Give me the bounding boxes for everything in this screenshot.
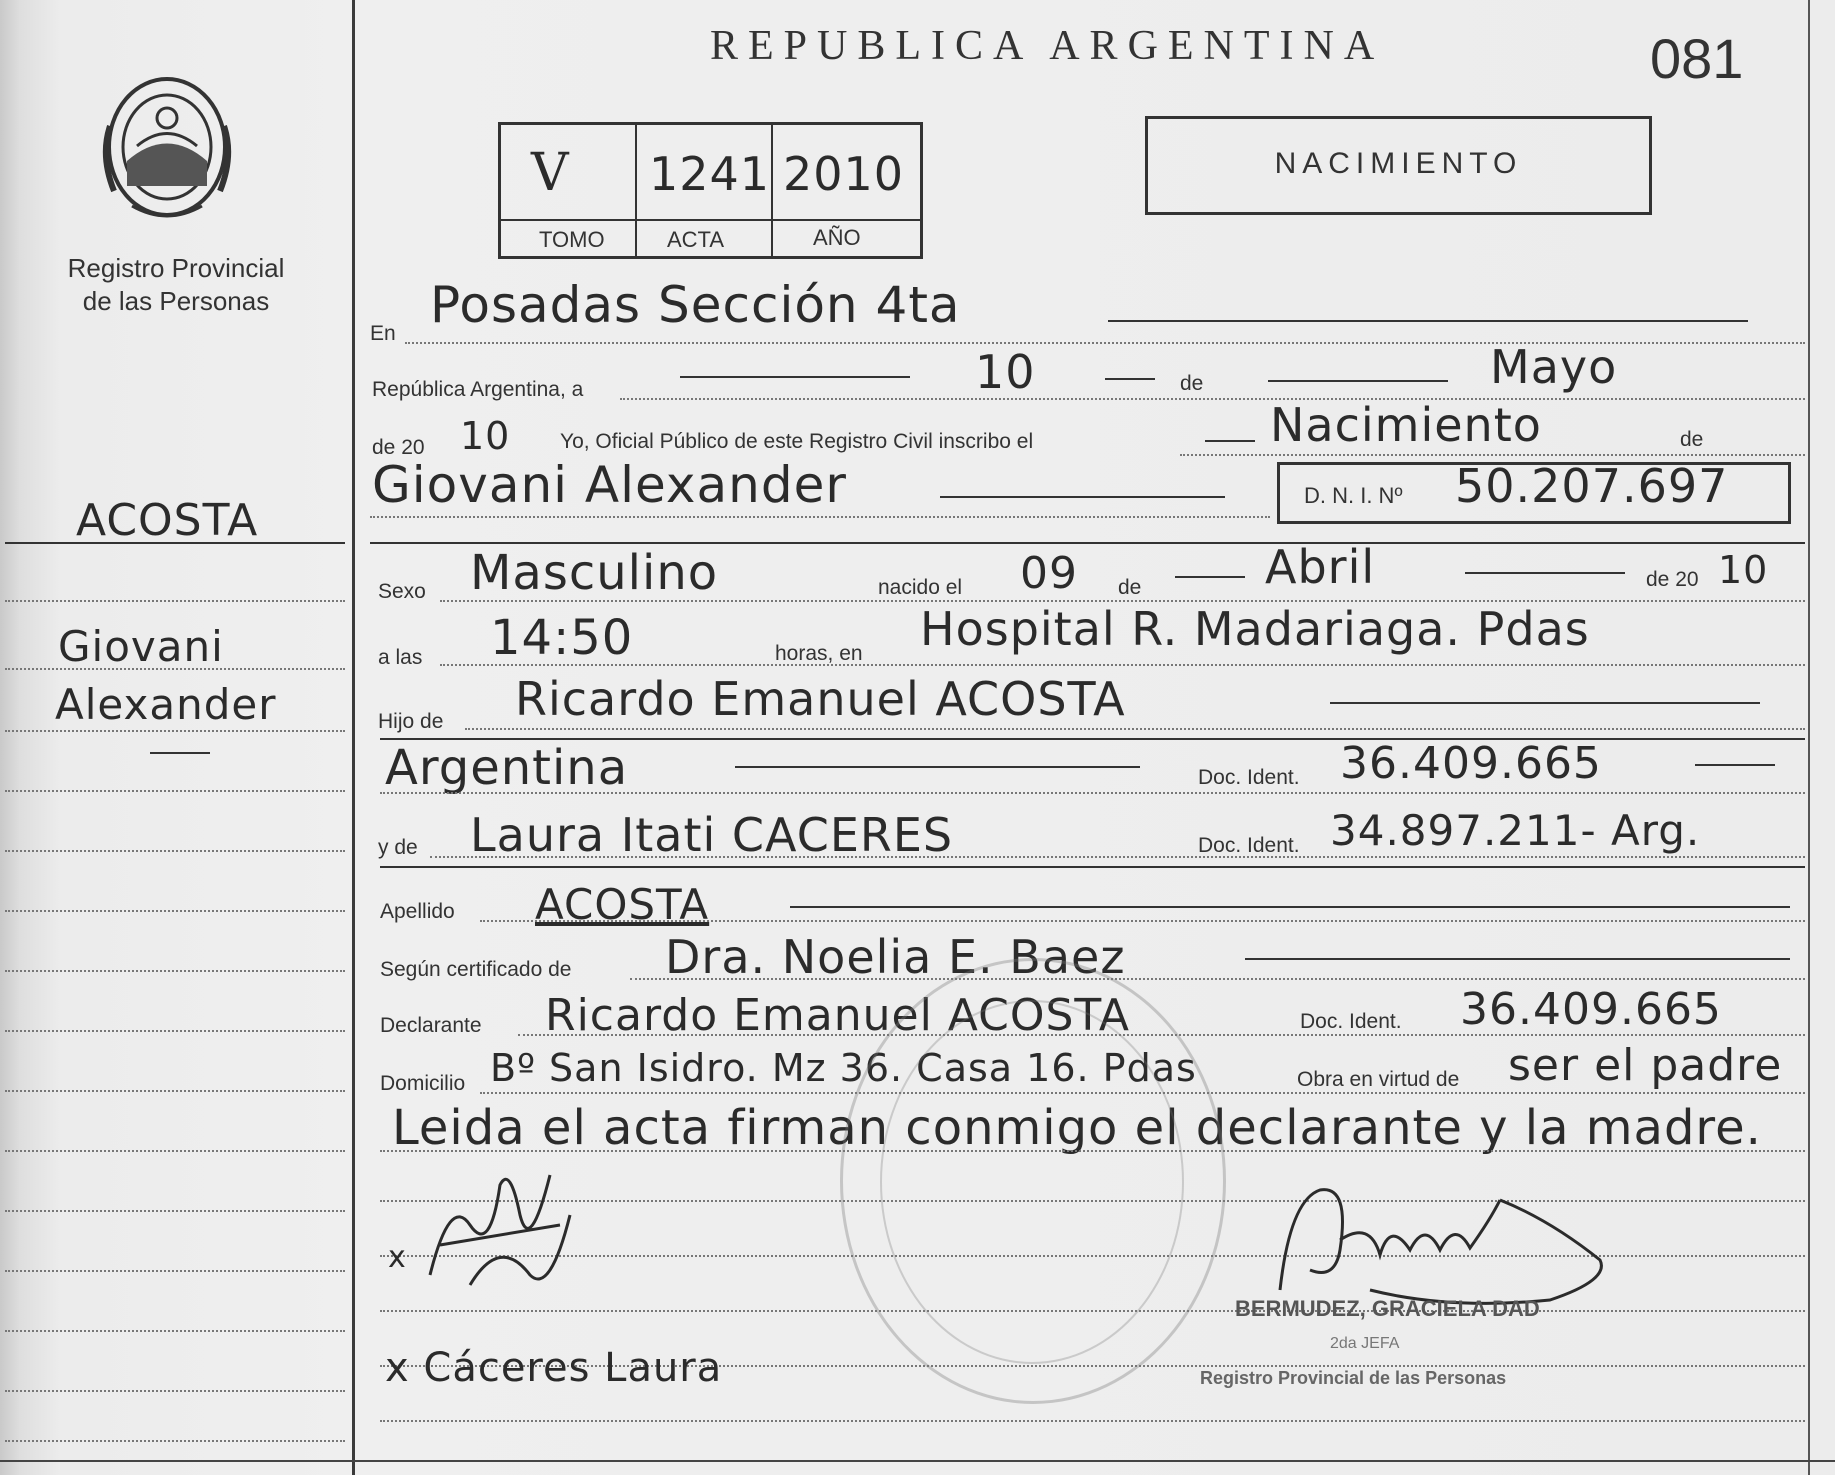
place-value: Posadas Sección 4ta bbox=[430, 276, 961, 334]
sidebar-dotted-line bbox=[5, 1390, 345, 1392]
sidebar-dotted-line bbox=[5, 1210, 345, 1212]
birth-year-suffix-value: 10 bbox=[1718, 548, 1769, 592]
provincial-seal-logo bbox=[92, 66, 242, 228]
day-value: 10 bbox=[975, 345, 1036, 399]
dni-box bbox=[1277, 459, 1791, 524]
ano-value: 2010 bbox=[783, 147, 905, 201]
official-role: 2da JEFA bbox=[1330, 1335, 1400, 1352]
mother-doc-value: 34.897.211- Arg. bbox=[1330, 806, 1701, 855]
mother-value: Laura Itati CACERES bbox=[470, 808, 954, 862]
blank-dotted-line bbox=[380, 1420, 1805, 1422]
apellido-value: ACOSTA bbox=[535, 880, 710, 929]
sidebar-dotted-line bbox=[5, 970, 345, 972]
fill-stroke bbox=[940, 496, 1225, 498]
label-de20-2: de 20 bbox=[1646, 568, 1699, 591]
label-republica: República Argentina, a bbox=[372, 378, 584, 401]
sidebar-given-name-2: Alexander bbox=[55, 680, 277, 729]
acta-value: 1241 bbox=[649, 147, 771, 201]
sidebar-dotted-line bbox=[5, 1090, 345, 1092]
grid-divider bbox=[501, 219, 920, 221]
label-inscribo: Yo, Oficial Público de este Registro Civil inscribo el bbox=[560, 430, 1034, 453]
act-type-box bbox=[1145, 116, 1652, 215]
sidebar-dotted-line bbox=[5, 668, 345, 670]
year-suffix-value: 10 bbox=[460, 414, 511, 458]
month-value: Mayo bbox=[1490, 340, 1618, 394]
page-bottom-border bbox=[0, 1460, 1835, 1462]
ano-label: AÑO bbox=[813, 225, 861, 250]
label-apellido: Apellido bbox=[380, 900, 455, 923]
birth-place-value: Hospital R. Madariaga. Pdas bbox=[920, 602, 1590, 656]
sidebar-dotted-line bbox=[5, 1330, 345, 1332]
line-hijo bbox=[465, 728, 1805, 730]
tomo-label: TOMO bbox=[539, 227, 605, 252]
fill-stroke bbox=[1695, 764, 1775, 766]
act-type-label: NACIMIENTO bbox=[1274, 147, 1523, 180]
official-seal-inner-ring bbox=[880, 1000, 1184, 1364]
label-horas: horas, en bbox=[775, 642, 863, 665]
birth-time-value: 14:50 bbox=[490, 610, 634, 666]
fill-stroke bbox=[680, 376, 910, 378]
document-title: REPUBLICA ARGENTINA bbox=[710, 23, 1385, 69]
label-de: de bbox=[1180, 372, 1204, 395]
fill-stroke bbox=[790, 906, 1790, 908]
fill-stroke bbox=[1330, 702, 1760, 704]
sidebar-rule bbox=[5, 542, 345, 544]
section-divider bbox=[370, 542, 1805, 544]
dni-value: 50.207.697 bbox=[1455, 459, 1729, 513]
label-domicilio: Domicilio bbox=[380, 1072, 466, 1095]
office-line-1: Registro Provincial bbox=[67, 253, 285, 283]
sidebar-dotted-line bbox=[5, 730, 345, 732]
label-de20: de 20 bbox=[372, 436, 425, 459]
sidebar-surname: ACOSTA bbox=[76, 495, 259, 546]
acta-label: ACTA bbox=[667, 227, 725, 252]
birth-month-value: Abril bbox=[1265, 540, 1376, 594]
fill-stroke bbox=[1245, 958, 1790, 960]
label-doc-ident-1: Doc. Ident. bbox=[1198, 766, 1300, 789]
official-office: Registro Provincial de las Personas bbox=[1200, 1368, 1507, 1388]
label-sexo: Sexo bbox=[378, 580, 426, 603]
registry-grid bbox=[498, 122, 923, 259]
registry-office-label bbox=[20, 252, 332, 318]
sidebar-dotted-line bbox=[5, 1030, 345, 1032]
mother-signature: x Cáceres Laura bbox=[385, 1345, 723, 1391]
sidebar-dotted-line bbox=[5, 790, 345, 792]
label-yde: y de bbox=[378, 836, 418, 859]
label-doc-ident-2: Doc. Ident. bbox=[1198, 834, 1300, 857]
official-name: BERMUDEZ, GRACIELA DAD bbox=[1235, 1296, 1540, 1321]
label-obra: Obra en virtud de bbox=[1297, 1068, 1460, 1091]
sexo-value: Masculino bbox=[470, 545, 719, 601]
x-mark: x bbox=[388, 1240, 407, 1275]
sidebar-dotted-line bbox=[5, 850, 345, 852]
sidebar-dotted-line bbox=[5, 1270, 345, 1272]
child-name-value: Giovani Alexander bbox=[372, 456, 847, 514]
label-de-3: de bbox=[1118, 576, 1142, 599]
sidebar-dotted-line bbox=[5, 1440, 345, 1442]
sidebar-dotted-line bbox=[5, 1150, 345, 1152]
label-nacido: nacido el bbox=[878, 576, 963, 599]
label-hijo: Hijo de bbox=[378, 710, 444, 733]
certificado-value: Dra. Noelia E. Baez bbox=[665, 930, 1126, 984]
obra-value: ser el padre bbox=[1508, 1040, 1783, 1091]
declarante-doc-value: 36.409.665 bbox=[1460, 984, 1722, 1035]
dni-label: D. N. I. Nº bbox=[1304, 483, 1403, 508]
line-nationality bbox=[380, 792, 1805, 794]
fill-stroke bbox=[1465, 572, 1625, 574]
label-de-2: de bbox=[1680, 428, 1704, 451]
label-segun: Según certificado de bbox=[380, 958, 572, 981]
sidebar-short-rule bbox=[150, 752, 210, 754]
tomo-value: V bbox=[531, 143, 570, 203]
fill-stroke bbox=[1205, 440, 1255, 442]
declarant-signature bbox=[410, 1155, 610, 1310]
label-en: En bbox=[370, 322, 396, 345]
fill-stroke bbox=[1268, 380, 1448, 382]
line-child-name bbox=[370, 516, 1270, 518]
event-value: Nacimiento bbox=[1270, 398, 1542, 452]
fill-stroke bbox=[1175, 576, 1245, 578]
sidebar-dotted-line bbox=[5, 600, 345, 602]
fill-stroke bbox=[1105, 378, 1155, 380]
sidebar-given-name-1: Giovani bbox=[58, 622, 224, 671]
birth-day-value: 09 bbox=[1020, 548, 1078, 599]
record-number: 081 bbox=[1650, 27, 1744, 90]
page-right-border bbox=[1808, 0, 1810, 1475]
office-line-2: de las Personas bbox=[82, 286, 270, 316]
declarante-value: Ricardo Emanuel ACOSTA bbox=[545, 990, 1130, 1041]
binding-margin-line bbox=[352, 0, 355, 1475]
line-alas bbox=[440, 664, 1805, 666]
father-nationality-value: Argentina bbox=[385, 740, 629, 796]
label-declarante: Declarante bbox=[380, 1014, 482, 1037]
sidebar-dotted-line bbox=[5, 910, 345, 912]
father-value: Ricardo Emanuel ACOSTA bbox=[515, 672, 1126, 726]
fill-stroke bbox=[735, 766, 1140, 768]
section-divider bbox=[380, 866, 1805, 868]
leida-line-text: Leida el acta firman conmigo el declarante y la madre. bbox=[392, 1100, 1762, 1156]
label-doc-ident-3: Doc. Ident. bbox=[1300, 1010, 1402, 1033]
domicilio-value: Bº San Isidro. Mz 36. Casa 16. Pdas bbox=[490, 1046, 1197, 1090]
line-inscribo bbox=[1180, 454, 1805, 456]
father-doc-value: 36.409.665 bbox=[1340, 738, 1602, 789]
label-alas: a las bbox=[378, 646, 423, 669]
fill-stroke bbox=[1108, 320, 1748, 322]
official-signature bbox=[1250, 1160, 1630, 1310]
line-republica bbox=[620, 398, 1805, 400]
